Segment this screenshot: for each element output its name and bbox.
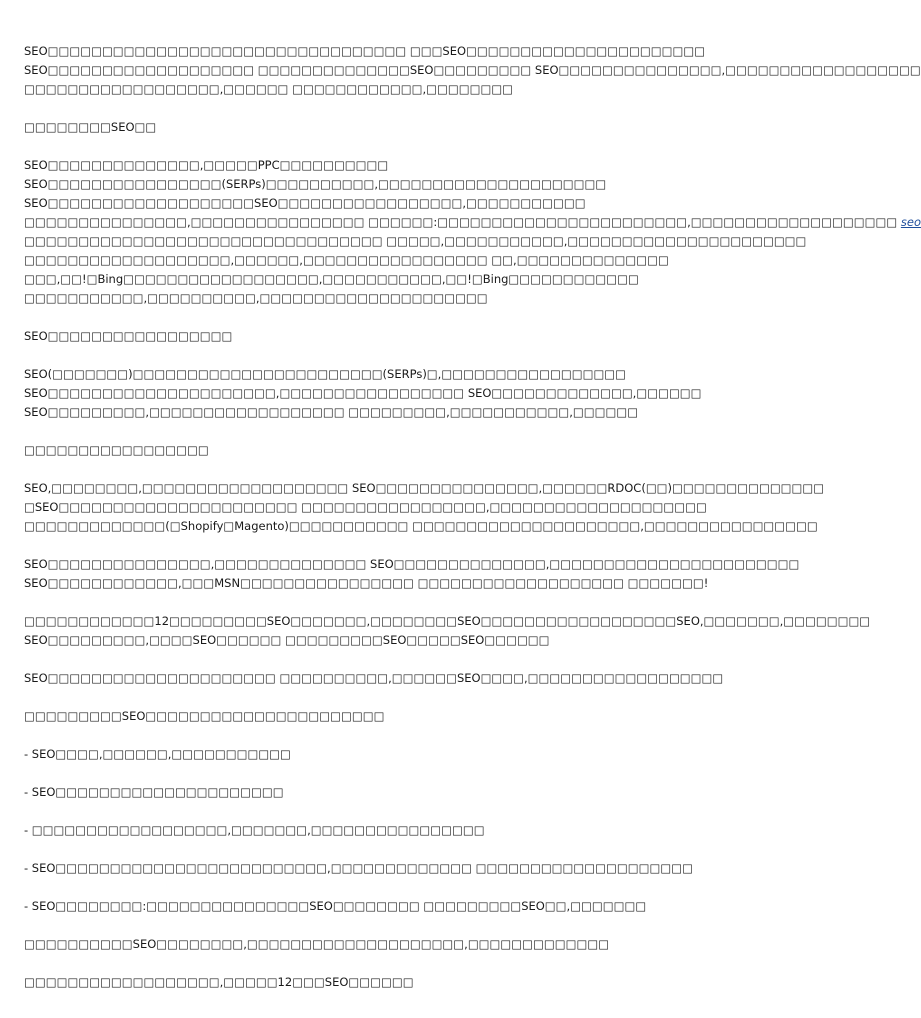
section-heading-1: □□□□□□□□SEO□□ [24,120,157,134]
seo-link[interactable]: seo [900,215,921,229]
paragraph-5 [24,555,800,593]
text-line: SEO(□□□□□□□)□□□□□□□□□□□□□□□□□□□□□□□(SERPs)□,□□□□□□□□□□□□□□□□□ [24,367,627,381]
text-line: SEO□□□□□□□□□□□□□□□,□□□□□□□□□□□□□□ SEO□□□□□□□□□□□□□□,□□□□□□□□□□□□□□□□□□□□□□□ [24,557,800,571]
bullet-text: - SEO□□□□,□□□□□□,□□□□□□□□□□□ [24,747,291,761]
text-line: SEO□□□□□□□□□□□□□□□□□□□□□,□□□□□□□□□□□□□□□□□ SEO□□□□□□□□□□□□□,□□□□□□ [24,386,702,400]
text-line: □□□□□□□□□□□□□□□□□□,□□□□□12□□□SEO□□□□□□ [24,975,414,989]
bullet-text: - □□□□□□□□□□□□□□□□□□,□□□□□□□,□□□□□□□□□□□□□□□□ [24,823,485,837]
text-line: SEO□□□□□□□□□□□□□□,□□□□□PPC□□□□□□□□□□ [24,158,389,172]
text-line: SEO□□□□□□□□□□□□□□□□(SERPs)□□□□□□□□□□,□□□□□□□□□□□□□□□□□□□□□ [24,177,607,191]
bullet-item [24,745,704,764]
paragraph-10 [24,973,704,992]
text-line: SEO□□□□□□□□□□□□□□□□□□□□□ □□□□□□□□□□,□□□□□□SEO□□□□,□□□□□□□□□□□□□□□□□□ [24,671,724,685]
section-heading-2: SEO□□□□□□□□□□□□□□□□□ [24,329,233,343]
section-heading-3: □□□□□□□□□□□□□□□□□ [24,443,209,457]
text-line: SEO□□□□□□□□□,□□□□□□□□□□□□□□□□□□ □□□□□□□□□,□□□□□□□□□□□,□□□□□□ [24,405,639,419]
text-line: □SEO□□□□□□□□□□□□□□□□□□□□□□ □□□□□□□□□□□□□□□□□,□□□□□□□□□□□□□□□□□□□□ [24,500,707,514]
text-line: □□□□□□□□□□□□□(□Shopify□Magento)□□□□□□□□□□□ □□□□□□□□□□□□□□□□□□□□□,□□□□□□□□□□□□□□□□ [24,519,818,533]
text-line: SEO□□□□□□□□□□□□□□□□□□□ □□□□□□□□□□□□□□SEO□□□□□□□□□ SEO□□□□□□□□□□□□□□□,□□□□□□□□□□□□□□□□□□ [24,63,921,77]
bullet-item [24,859,704,878]
text-line-with-link [24,213,921,232]
text-line: □□□□□□□□□□□,□□□□□□□□□□,□□□□□□□□□□□□□□□□□□□□□ [24,291,488,305]
text-line: SEO□□□□□□□□□,□□□□SEO□□□□□□ □□□□□□□□□SEO□□□□□SEO□□□□□□ [24,633,550,647]
paragraph-7 [24,669,724,688]
paragraph-9 [24,935,704,954]
bullet-text: - SEO□□□□□□□□□□□□□□□□□□□□□□□□□,□□□□□□□□□□□□□ □□□□□□□□□□□□□□□□□□□□ [24,861,693,875]
text-line: □□□□□□□□□□□□12□□□□□□□□□SEO□□□□□□□,□□□□□□□□SEO□□□□□□□□□□□□□□□□□□SEO,□□□□□□□,□□□□□□□□ [24,614,871,628]
text-line: SEO□□□□□□□□□□□□□□□□□□□□□□□□□□□□□□□□□ □□□SEO□□□□□□□□□□□□□□□□□□□□□□ [24,44,706,58]
bullet-text: - SEO□□□□□□□□:□□□□□□□□□□□□□□□SEO□□□□□□□□ □□□□□□□□□SEO□□,□□□□□□□ [24,899,647,913]
bullet-item [24,821,704,840]
text-line: □□□,□□!□Bing□□□□□□□□□□□□□□□□□□,□□□□□□□□□□□,□□!□Bing□□□□□□□□□□□□ [24,272,639,286]
bullet-item [24,783,704,802]
text-line: □□□□□□□□□□□□□□□□□□□□□□□□□□□□□□□□□ □□□□□,□□□□□□□□□□□,□□□□□□□□□□□□□□□□□□□□□□ [24,234,807,248]
paragraph-2 [24,156,921,308]
paragraph-8 [24,707,704,726]
text-segment: □□□□□□□□□□□□□□□,□□□□□□□□□□□□□□□□ □□□□□□:□□□□□□□□□□□□□□□□□□□□□□□,□□□□□□□□□□□□□□□□□□□ [24,215,901,229]
text-line: SEO□□□□□□□□□□□□,□□□MSN□□□□□□□□□□□□□□□□ □□□□□□□□□□□□□□□□□□□ □□□□□□□! [24,576,709,590]
document-page [24,42,921,1011]
text-line: □□□□□□□□□SEO□□□□□□□□□□□□□□□□□□□□□□ [24,709,385,723]
text-line: □□□□□□□□□□□□□□□□□□,□□□□□□ □□□□□□□□□□□□,□□□□□□□□ [24,82,514,96]
bullet-item [24,897,704,916]
paragraph-4 [24,479,825,536]
paragraph-3 [24,365,704,422]
paragraph-6 [24,612,871,650]
text-line: SEO,□□□□□□□□,□□□□□□□□□□□□□□□□□□□ SEO□□□□□□□□□□□□□□□,□□□□□□RDOC(□□)□□□□□□□□□□□□□□ [24,481,825,495]
text-line: □□□□□□□□□□□□□□□□□□□,□□□□□□,□□□□□□□□□□□□□□□□□ □□,□□□□□□□□□□□□□□ [24,253,669,267]
text-line: □□□□□□□□□□SEO□□□□□□□□,□□□□□□□□□□□□□□□□□□□□,□□□□□□□□□□□□□ [24,937,610,951]
paragraph-1 [24,42,921,99]
text-line: SEO□□□□□□□□□□□□□□□□□□□SEO□□□□□□□□□□□□□□□□□,□□□□□□□□□□□ [24,196,586,210]
bullet-text: - SEO□□□□□□□□□□□□□□□□□□□□□ [24,785,284,799]
